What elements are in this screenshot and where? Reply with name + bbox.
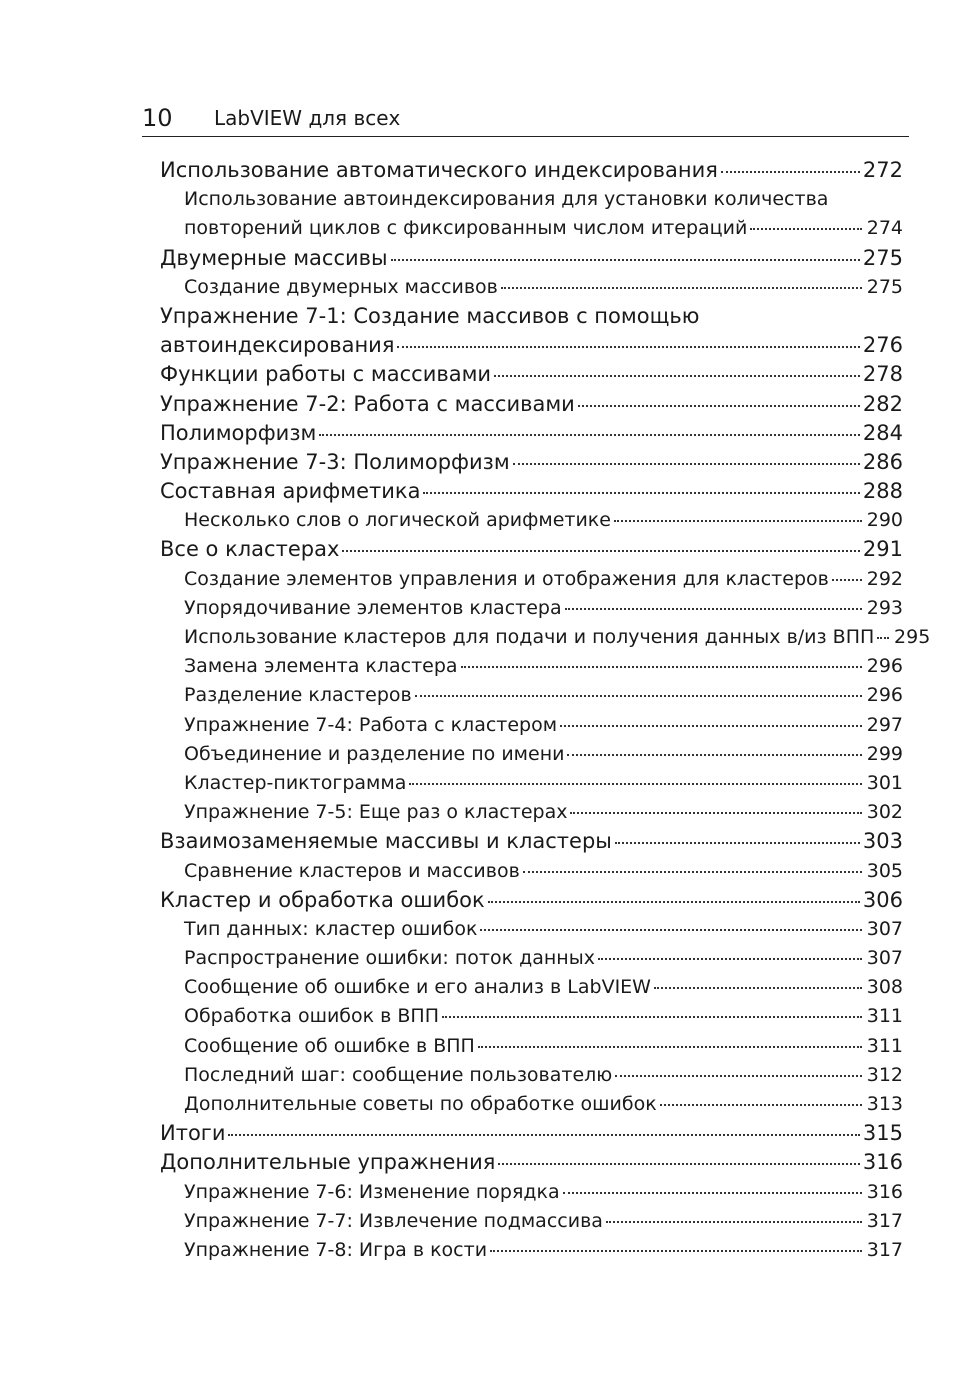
- toc-entry-page: 293: [866, 596, 903, 619]
- toc-entry-title: Разделение кластеров: [184, 684, 412, 707]
- dot-leader: [560, 725, 862, 727]
- toc-entry[interactable]: [160, 915, 903, 944]
- dot-leader: [319, 434, 860, 436]
- toc-entry[interactable]: [160, 390, 903, 419]
- toc-entry-title: Несколько слов о логической арифметике: [184, 509, 611, 532]
- dot-leader: [488, 901, 860, 903]
- dot-leader: [578, 405, 860, 407]
- toc-entry-page: 286: [862, 449, 903, 474]
- toc-entry[interactable]: [160, 1032, 903, 1061]
- toc-entry-title: Все о кластерах: [160, 537, 340, 562]
- dot-leader: [480, 929, 862, 931]
- toc-entry-title: Упражнение 7-3: Полиморфизм: [160, 449, 510, 474]
- toc-entry[interactable]: [160, 214, 903, 243]
- dot-leader: [606, 1221, 862, 1223]
- toc-entry-page: 316: [862, 1150, 903, 1175]
- toc-entry[interactable]: [160, 594, 903, 623]
- dot-leader: [415, 695, 862, 697]
- toc-entry-page: 299: [866, 742, 903, 765]
- toc-entry-page: 317: [866, 1238, 903, 1261]
- dot-leader: [397, 346, 859, 348]
- toc-entry-title: Упражнение 7-6: Изменение порядка: [184, 1180, 560, 1203]
- toc-entry-title: Составная арифметика: [160, 479, 421, 504]
- toc-entry[interactable]: [160, 1090, 903, 1119]
- page-header: [142, 102, 909, 137]
- toc-entry-title: Упражнение 7-4: Работа с кластером: [184, 713, 558, 736]
- dot-leader: [877, 637, 889, 639]
- toc-entry-page: 302: [866, 801, 903, 824]
- toc-entry-title: Упорядочивание элементов кластера: [184, 596, 562, 619]
- page-number: 10: [142, 104, 173, 132]
- toc-entry-page: 305: [866, 859, 903, 882]
- dot-leader: [567, 754, 862, 756]
- dot-leader: [565, 608, 862, 610]
- toc-entry-title: автоиндексирования: [160, 333, 395, 358]
- toc-entry-page: 296: [866, 655, 903, 678]
- toc-entry[interactable]: [160, 1119, 903, 1148]
- toc-entry-page: 315: [862, 1121, 903, 1146]
- toc-entry-title: Последний шаг: сообщение пользователю: [184, 1063, 613, 1086]
- toc-entry-page: 282: [862, 391, 903, 416]
- toc-entry[interactable]: [160, 1207, 903, 1236]
- toc-entry[interactable]: [160, 623, 931, 652]
- toc-entry-page: 301: [866, 771, 903, 794]
- toc-entry-title: Создание элементов управления и отображения для кластеров: [184, 567, 829, 590]
- table-of-contents: [160, 156, 931, 1265]
- toc-entry-page: 317: [866, 1209, 903, 1232]
- toc-entry[interactable]: [160, 886, 903, 915]
- toc-entry[interactable]: [160, 857, 903, 886]
- toc-entry-title: Распространение ошибки: поток данных: [184, 947, 595, 970]
- toc-entry-page: 284: [862, 420, 903, 445]
- toc-entry-page: 307: [866, 947, 903, 970]
- toc-entry-page: 292: [866, 567, 903, 590]
- dot-leader: [832, 579, 862, 581]
- dot-leader: [750, 228, 862, 230]
- toc-entry-page: 275: [862, 245, 903, 270]
- dot-leader: [501, 287, 862, 289]
- dot-leader: [598, 958, 862, 960]
- toc-entry-page: 312: [866, 1063, 903, 1086]
- toc-entry-title: Дополнительные упражнения: [160, 1150, 496, 1175]
- toc-entry[interactable]: [160, 535, 903, 564]
- toc-entry-title: Упражнение 7-8: Игра в кости: [184, 1238, 488, 1261]
- dot-leader: [570, 812, 862, 814]
- toc-entry[interactable]: [160, 798, 903, 827]
- toc-entry-page: 311: [866, 1034, 903, 1057]
- dot-leader: [615, 1075, 862, 1077]
- toc-entry-title: Обработка ошибок в ВПП: [184, 1005, 440, 1028]
- dot-leader: [563, 1192, 862, 1194]
- dot-leader: [409, 783, 862, 785]
- toc-entry[interactable]: [160, 565, 903, 594]
- dot-leader: [654, 987, 862, 989]
- toc-entry-title: Взаимозаменяемые массивы и кластеры: [160, 829, 612, 854]
- book-title: LabVIEW для всех: [214, 106, 401, 130]
- toc-entry[interactable]: [160, 331, 903, 360]
- toc-entry-title: Кластер и обработка ошибок: [160, 887, 485, 912]
- toc-entry-page: 303: [862, 829, 903, 854]
- toc-entry[interactable]: [160, 1178, 903, 1207]
- toc-entry[interactable]: [160, 827, 903, 856]
- toc-entry-title: Использование кластеров для подачи и получения данных в/из ВПП: [184, 626, 875, 648]
- toc-entry-title: Итоги: [160, 1121, 226, 1146]
- toc-entry-page: 306: [862, 887, 903, 912]
- toc-entry[interactable]: [160, 740, 903, 769]
- dot-leader: [721, 171, 860, 173]
- toc-entry[interactable]: [160, 273, 903, 302]
- toc-entry[interactable]: [160, 156, 903, 185]
- toc-entry-title: Сообщение об ошибке в ВПП: [184, 1034, 475, 1057]
- dot-leader: [391, 259, 860, 261]
- toc-entry-title: Кластер-пиктограмма: [184, 771, 407, 794]
- dot-leader: [228, 1134, 859, 1136]
- toc-entry-title: Сравнение кластеров и массивов: [184, 859, 520, 882]
- toc-entry[interactable]: [160, 711, 903, 740]
- toc-entry[interactable]: [160, 419, 903, 448]
- toc-entry-title: Создание двумерных массивов: [184, 275, 498, 298]
- toc-entry[interactable]: [160, 448, 903, 477]
- toc-entry-title: Функции работы с массивами: [160, 362, 492, 387]
- toc-entry-title: Сообщение об ошибке и его анализ в LabVIEW: [184, 976, 651, 999]
- toc-entry[interactable]: [160, 769, 903, 798]
- toc-entry[interactable]: [160, 1148, 903, 1177]
- toc-entry-page: 288: [862, 479, 903, 504]
- toc-entry-title: Замена элемента кластера: [184, 655, 458, 678]
- toc-entry-title: Дополнительные советы по обработке ошибок: [184, 1093, 657, 1115]
- toc-entry-title: повторений циклов с фиксированным числом итераций: [184, 217, 748, 240]
- toc-entry-page: 311: [866, 1005, 903, 1028]
- toc-entry[interactable]: [160, 302, 903, 331]
- toc-entry[interactable]: [160, 477, 903, 506]
- dot-leader: [615, 842, 860, 844]
- toc-entry-page: 272: [862, 158, 903, 182]
- toc-entry-page: 308: [866, 976, 903, 999]
- dot-leader: [342, 550, 860, 552]
- dot-leader: [494, 375, 860, 377]
- dot-leader: [523, 871, 862, 873]
- toc-entry-title: Использование автоиндексирования для установки количества: [184, 188, 829, 211]
- toc-entry[interactable]: [160, 185, 903, 214]
- toc-entry[interactable]: [160, 506, 903, 535]
- toc-entry-title: Тип данных: кластер ошибок: [184, 917, 478, 940]
- toc-entry-page: 276: [862, 333, 903, 358]
- toc-entry-page: 290: [866, 509, 903, 532]
- toc-entry-title: Упражнение 7-7: Извлечение подмассива: [184, 1209, 603, 1232]
- toc-entry-page: 295: [894, 626, 931, 648]
- toc-entry-title: Полиморфизм: [160, 420, 317, 445]
- dot-leader: [478, 1046, 862, 1048]
- dot-leader: [423, 492, 859, 494]
- toc-entry-title: Объединение и разделение по имени: [184, 742, 565, 765]
- toc-entry-page: 313: [866, 1093, 903, 1115]
- toc-entry[interactable]: [160, 1002, 903, 1031]
- toc-entry-page: 296: [866, 684, 903, 707]
- toc-entry-page: 316: [866, 1180, 903, 1203]
- toc-entry[interactable]: [160, 681, 903, 710]
- toc-entry-title: Двумерные массивы: [160, 245, 388, 270]
- dot-leader: [614, 520, 862, 522]
- toc-entry-page: 307: [866, 917, 903, 940]
- toc-entry-page: 297: [866, 713, 903, 736]
- toc-entry[interactable]: [160, 1236, 903, 1265]
- toc-entry-title: Упражнение 7-5: Еще раз о кластерах: [184, 801, 568, 824]
- dot-leader: [490, 1250, 862, 1252]
- toc-entry-title: Упражнение 7-2: Работа с массивами: [160, 391, 575, 416]
- dot-leader: [461, 666, 862, 668]
- toc-entry[interactable]: [160, 244, 903, 273]
- toc-entry-page: 274: [866, 217, 903, 240]
- dot-leader: [660, 1104, 862, 1106]
- dot-leader: [498, 1163, 859, 1165]
- toc-entry-title: Упражнение 7-1: Создание массивов с помощью: [160, 303, 700, 328]
- toc-entry-page: 291: [862, 537, 903, 562]
- toc-entry[interactable]: [160, 973, 903, 1002]
- dot-leader: [442, 1016, 862, 1018]
- toc-entry-page: 275: [866, 275, 903, 298]
- toc-entry[interactable]: [160, 360, 903, 389]
- dot-leader: [513, 463, 860, 465]
- toc-entry-title: Использование автоматического индексирования: [160, 158, 718, 182]
- toc-entry[interactable]: [160, 652, 903, 681]
- toc-entry-page: 278: [862, 362, 903, 387]
- toc-entry[interactable]: [160, 1061, 903, 1090]
- toc-entry[interactable]: [160, 944, 903, 973]
